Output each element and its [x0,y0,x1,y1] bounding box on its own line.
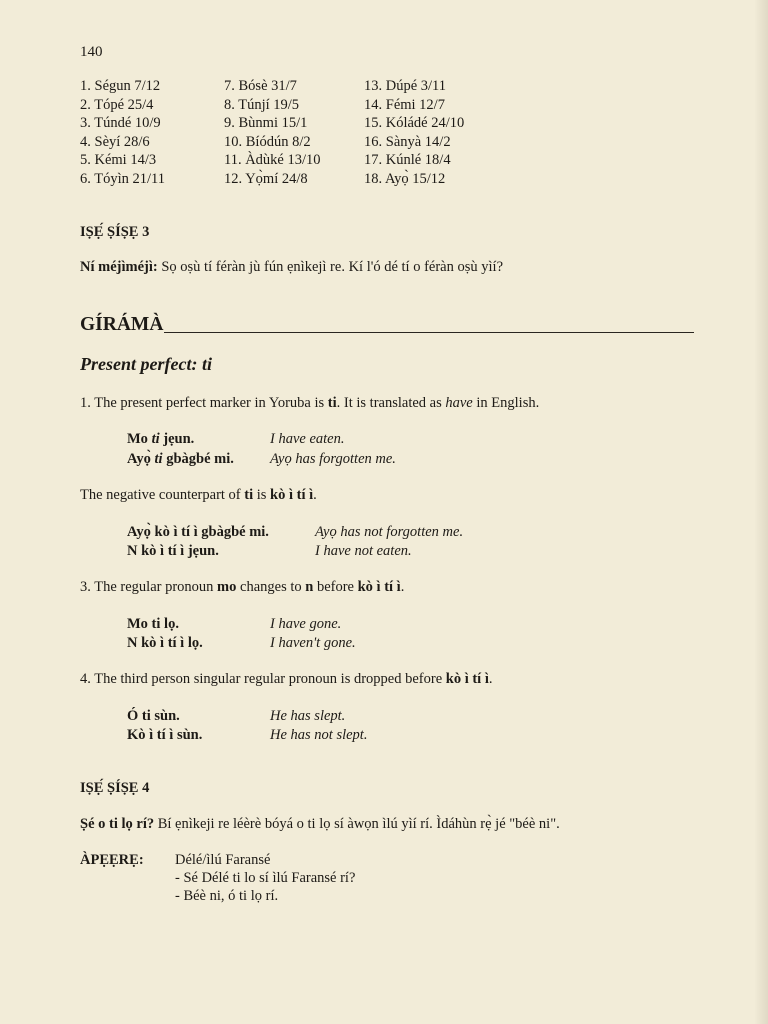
exercise-3-text: Sọ oṣù tí féràn jù fún ẹnìkejì re. Kí l'ó dé tí o féràn oṣù yìí? [161,259,503,275]
example-part: Ayọ̀ [127,451,155,467]
point-3-mid: changes to [236,579,306,595]
example-english: Ayọ has forgotten me. [270,451,396,467]
neg-ti: ti [244,487,254,503]
example-line: Délé/ìlú Faransé [175,852,271,868]
list-item: 16. Sànyà 14/2 [364,133,451,150]
example-yoruba: N kò ì tí ì jẹun. [127,543,219,559]
exercise-3-instruction [80,259,503,276]
grammar-subheading: Present perfect: ti [80,354,212,374]
point-4-prefix: 4. The third person singular regular pronoun is dropped before [80,671,446,687]
point-4-suffix: . [488,671,493,687]
point-3-n: n [305,579,314,595]
grammar-heading: GÍRÁMÀ [80,314,164,335]
list-item: 11. Àdùké 13/10 [224,152,321,168]
point-3-mo: mo [217,579,237,595]
example-yoruba: Mo ti lọ. [127,616,179,632]
example-part: Mo [127,431,152,447]
name-list-column-2 [224,77,321,188]
exercise-4-heading: IṢẸ́ ṢÍṢẸ 4 [80,780,150,796]
list-item: 13. Dúpé 3/11 [364,78,447,94]
example-english: I have not eaten. [315,543,412,559]
list-item: 17. Kúnlé 18/4 [364,152,451,168]
list-item: 18. Ayọ̀ 15/12 [364,170,446,187]
heading-rule [164,332,694,333]
exercise-4-lead: Ṣé o ti lọ rí? [80,816,155,832]
example-english: Ayọ has not forgotten me. [315,524,464,540]
point-3-mid2: before [313,579,358,595]
list-item: 5. Kémi 14/3 [80,152,157,168]
list-item: 14. Fémi 12/7 [364,96,445,113]
list-item: 12. Yọ̀mí 24/8 [224,170,308,187]
example-part: gbàgbé mi. [162,451,234,467]
example-label: ÀPẸẸRẸ: [80,852,144,868]
example-english: I have eaten. [270,431,345,447]
list-item: 10. Bíódún 8/2 [224,133,311,150]
point-4 [80,671,493,688]
page-edge-shadow [754,0,768,1024]
example-part: jẹun. [159,431,195,447]
list-item: 8. Túnjí 19/5 [224,96,300,113]
neg-prefix: The negative counterpart of [80,487,245,503]
example-english: He has slept. [270,708,346,724]
list-item: 9. Bùnmi 15/1 [224,115,308,131]
list-item: 3. Túndé 10/9 [80,115,161,131]
point-1 [80,395,539,412]
example-yoruba [127,451,234,468]
list-item: 6. Tóyìn 21/11 [80,170,165,187]
point-4-neg: kò ì tí ì [445,671,489,687]
example-english: I haven't gone. [270,635,356,651]
name-list-column-1 [80,77,165,188]
page-number: 140 [80,44,103,60]
list-item: 15. Kóládé 24/10 [364,115,465,131]
point-1-prefix: 1. The present perfect marker in Yoruba is [80,395,328,411]
example-marker: ti [151,431,160,447]
example-line: - Béè ni, ó ti lọ rí. [175,888,279,904]
example-yoruba: Ayọ̀ kò ì tí ì gbàgbé mi. [127,524,269,540]
example-english: He has not slept. [270,727,368,743]
example-marker: ti [154,451,163,467]
point-1-have: have [445,395,473,411]
negative-counterpart [80,487,317,504]
neg-mid: is [253,487,271,503]
name-list-column-3 [364,77,464,188]
list-item: 2. Tópé 25/4 [80,96,154,113]
example-english: I have gone. [270,616,342,632]
exercise-3-lead: Ní méjìméjì: [80,259,158,275]
neg-marker: kò ì tí ì [270,487,314,503]
point-1-suffix: in English. [472,395,540,411]
example-line: - Sé Délé ti lo sí ìlú Faransé rí? [175,870,356,886]
exercise-4-instruction [80,816,560,833]
list-item: 7. Bósè 31/7 [224,78,297,94]
point-1-mid: . It is translated as [336,395,446,411]
list-item: 1. Ségun 7/12 [80,78,161,94]
list-item: 4. Sèyí 28/6 [80,133,150,150]
example-yoruba: Ó ti sùn. [127,708,180,724]
point-3-suffix: . [400,579,405,595]
point-1-marker: ti [327,395,337,411]
point-3-prefix: 3. The regular pronoun [80,579,218,595]
example-yoruba: Kò ì tí ì sùn. [127,727,203,743]
example-yoruba: N kò ì tí ì lọ. [127,635,203,651]
point-3 [80,579,404,596]
exercise-3-heading: IṢẸ́ ṢÍṢẸ 3 [80,224,150,240]
point-3-neg: kò ì tí ì [357,579,401,595]
example-yoruba [127,431,194,448]
exercise-4-text: Bí ẹnìkeji re léèrè bóyá o ti lọ sí àwọn ìlú yìí rí. Ìdáhùn rẹ̀ jé "béè ni". [157,816,560,832]
neg-suffix: . [313,487,317,503]
